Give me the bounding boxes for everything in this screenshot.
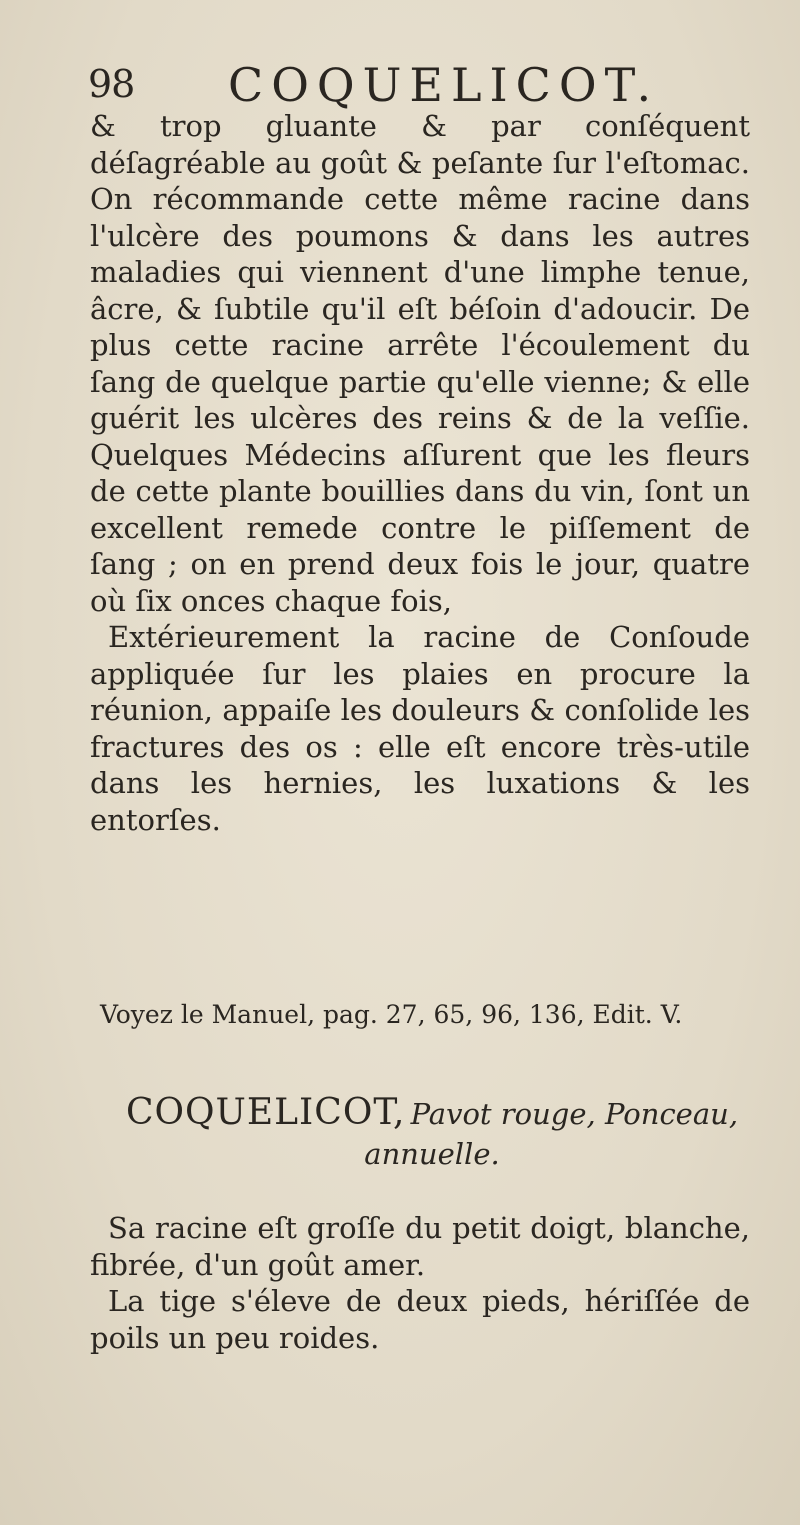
paragraph: & trop gluante & par conſéquent déſagréable au goût & peſante ſur l'eſtomac. On récommande cette même racine dans l'ulcère des poumons & dans les autres maladies qui viennent d'une limphe tenue, âcre, & ſubtile qu'il eſt béſoin d'adoucir. De plus cette racine arrête l'écoulement du ſang de quelque partie qu'elle vienne; & elle guérit les ulcères des reins & de la veſſie. Quelques Médecins aſſurent que les fleurs de cette plante bouillies dans du vin, ſont un excellent remede contre le piſſement de ſang ; on en prend deux fois le jour, quatre où ſix onces chaque fois, [90,109,750,618]
running-title: COQUELICOT. [228,58,660,112]
paragraph: La tige s'éleve de deux pieds, hériſſée de poils un peu roides. [90,1284,750,1355]
continued-text [90,108,750,838]
entry-title: COQUELICOT, [125,1092,406,1133]
entry-heading [102,1092,762,1171]
manual-reference: Voyez le Manuel, pag. 27, 65, 96, 136, Edit. V. [100,1000,683,1029]
entry-synonyms: Pavot rouge, Ponceau, [410,1097,739,1131]
entry-text [90,1210,750,1356]
page-number: 98 [88,62,135,106]
paragraph: Extérieurement la racine de Conſoude appliquée ſur les plaies en procure la réunion, appaiſe les douleurs & conſolide les fractures des os : elle eſt encore très-utile dans les hernies, les luxations & les entorſes. [90,620,750,837]
paragraph: Sa racine eſt groſſe du petit doigt, blanche, fibrée, d'un goût amer. [90,1211,750,1282]
entry-subtitle: annuelle. [364,1137,500,1171]
